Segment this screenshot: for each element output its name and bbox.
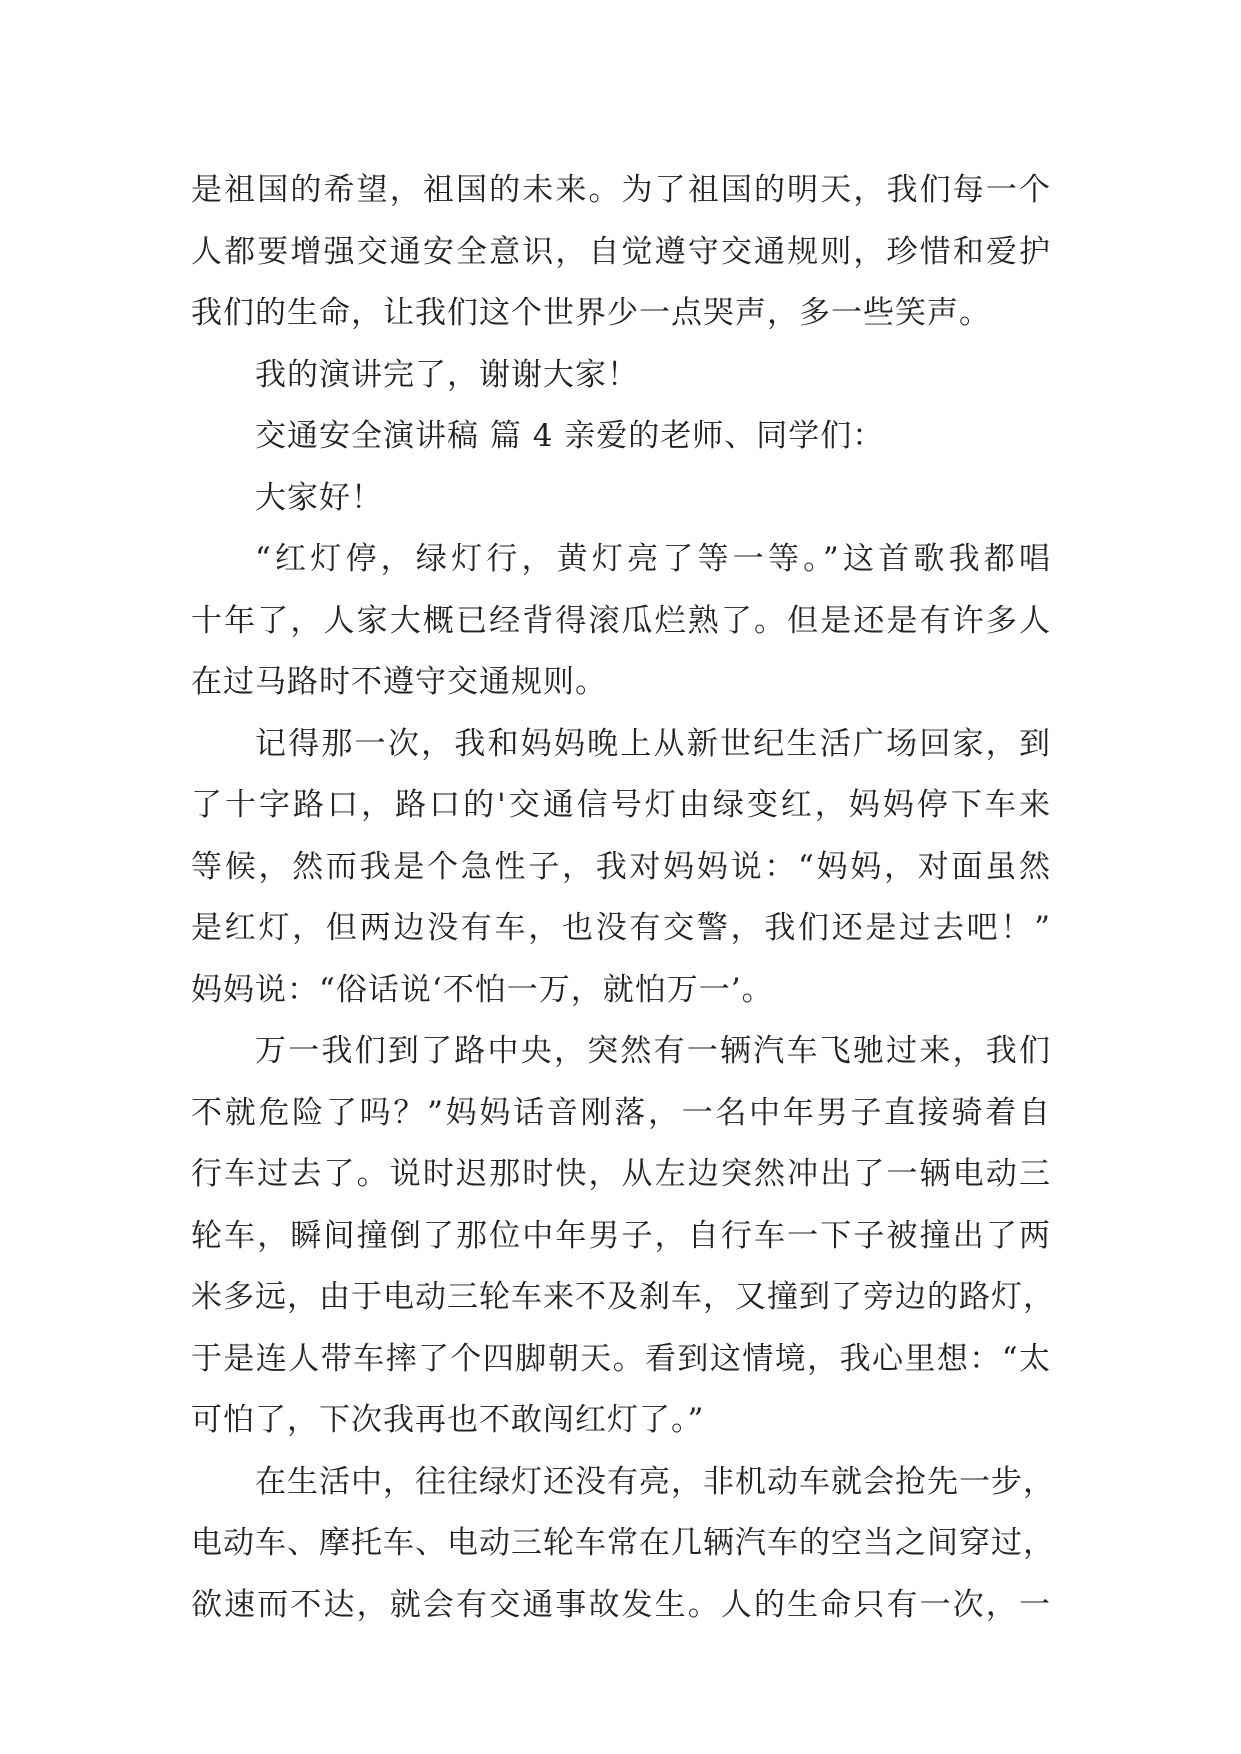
text-line: “红灯停，绿灯行，黄灯亮了等一等。”这首歌我都唱 [255, 541, 1051, 577]
text-line: 在过马路时不遵守交通规则。 [191, 664, 607, 700]
text-line: 万一我们到了路中央，突然有一辆汽车飞驰过来，我们 [255, 1033, 1051, 1069]
text-line: 在生活中，往往绿灯还没有亮，非机动车就会抢先一步， [255, 1463, 1055, 1500]
text-line: 我的演讲完了，谢谢大家！ [255, 356, 639, 393]
text-line: 可怕了，下次我再也不敢闯红灯了。” [191, 1402, 705, 1438]
text-line: 我们的生命，让我们这个世界少一点哭声，多一些笑声。 [191, 295, 991, 331]
text-line: 是红灯，但两边没有车，也没有交警，我们还是过去吧！” [191, 910, 1051, 946]
text-line: 记得那一次，我和妈妈晚上从新世纪生活广场回家，到 [255, 725, 1051, 762]
text-line: 轮车，瞬间撞倒了那位中年男子，自行车一下子被撞出了两 [191, 1217, 1051, 1254]
text-line: 等候，然而我是个急性子，我对妈妈说：“妈妈，对面虽然 [191, 848, 1051, 885]
text-line: 行车过去了。说时迟那时快，从左边突然冲出了一辆电动三 [191, 1156, 1051, 1192]
text-line: 于是连人带车摔了个四脚朝天。看到这情境，我心里想：“太 [191, 1340, 1051, 1377]
text-line: 人都要增强交通安全意识，自觉遵守交通规则，珍惜和爱护 [191, 233, 1051, 270]
text-line: 是祖国的希望，祖国的未来。为了祖国的明天，我们每一个 [191, 172, 1051, 208]
text-line: 大家好！ [255, 479, 383, 516]
text-line: 妈妈说：“俗话说‘不怕一万，就怕万一’。 [191, 971, 774, 1008]
text-line: 不就危险了吗？”妈妈话音刚落，一名中年男子直接骑着自 [191, 1094, 1051, 1131]
text-line: 欲速而不达，就会有交通事故发生。人的生命只有一次，一 [191, 1586, 1051, 1623]
text-line: 电动车、摩托车、电动三轮车常在几辆汽车的空当之间穿过， [191, 1525, 1055, 1561]
text-line: 米多远，由于电动三轮车来不及刹车，又撞到了旁边的路灯， [191, 1279, 1055, 1315]
text-line: 十年了，人家大概已经背得滚瓜烂熟了。但是还是有许多人 [191, 602, 1051, 639]
text-line: 了十字路口，路口的'交通信号灯由绿变红，妈妈停下车来 [191, 787, 1051, 823]
section-heading-line: 交通安全演讲稿 篇 4 亲爱的老师、同学们： [255, 418, 885, 454]
document-body [191, 160, 1055, 1636]
